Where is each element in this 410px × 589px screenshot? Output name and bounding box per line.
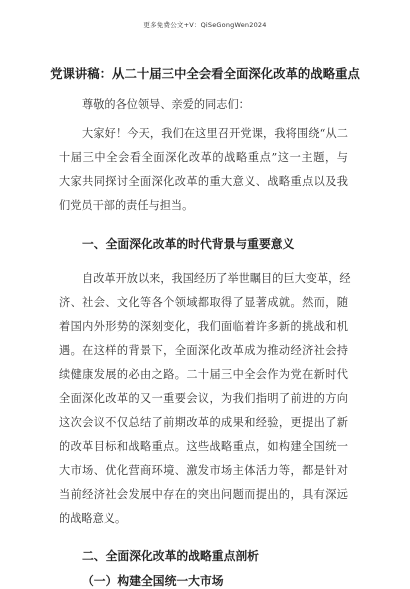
paragraph-line: 十届三中全会看全面深化改革的战略重点”这一主题，与: [59, 151, 348, 164]
paragraph-line: 大家好！今天，我们在这里召开党课，我将围绕“从二: [82, 127, 348, 140]
section-heading-1: 一、全面深化改革的时代背景与重要意义: [82, 237, 295, 251]
paragraph-line: 大家共同探讨全面深化改革的重大意义、战略重点以及我: [59, 175, 348, 188]
paragraph-line: 续健康发展的必由之路。二十届三中全会作为党在新时代: [59, 368, 348, 381]
paragraph-line: 这次会议不仅总结了前期改革的成果和经验，更提出了新: [59, 416, 348, 429]
header-note: 更多免费公文+V：QiSeGongWen2024: [143, 21, 267, 29]
section-heading-2: 二、全面深化改革的战略重点剖析: [82, 549, 259, 563]
paragraph-line: 着国内外形势的深刻变化，我们面临着许多新的挑战和机: [59, 320, 348, 333]
paragraph-line: 全面深化改革的又一重要会议，为我们指明了前进的方向: [59, 392, 348, 405]
paragraph-line: 当前经济社会发展中存在的突出问题而提出的，具有深远: [59, 488, 348, 501]
subsection-heading-1: （一）构建全国统一大市场: [82, 574, 224, 588]
paragraph-line: 的改革目标和战略重点。这些战略重点，如构建全国统一: [59, 440, 348, 453]
paragraph-line: 遇。在这样的背景下，全面深化改革成为推动经济社会持: [59, 344, 348, 357]
paragraph-line: 自改革开放以来，我国经历了举世瞩目的巨大变革，经: [82, 272, 351, 285]
paragraph-line: 大市场、优化营商环境、激发市场主体活力等，都是针对: [59, 464, 348, 477]
paragraph-line: 的战略意义。: [59, 512, 127, 525]
document-title: 党课讲稿：从二十届三中全会看全面深化改革的战略重点: [50, 66, 360, 81]
salutation: 尊敬的各位领导、亲爱的同志们：: [82, 98, 250, 111]
paragraph-line: 们党员干部的责任与担当。: [59, 199, 194, 212]
paragraph-line: 济、社会、文化等各个领域都取得了显著成就。然而，随: [59, 296, 348, 309]
